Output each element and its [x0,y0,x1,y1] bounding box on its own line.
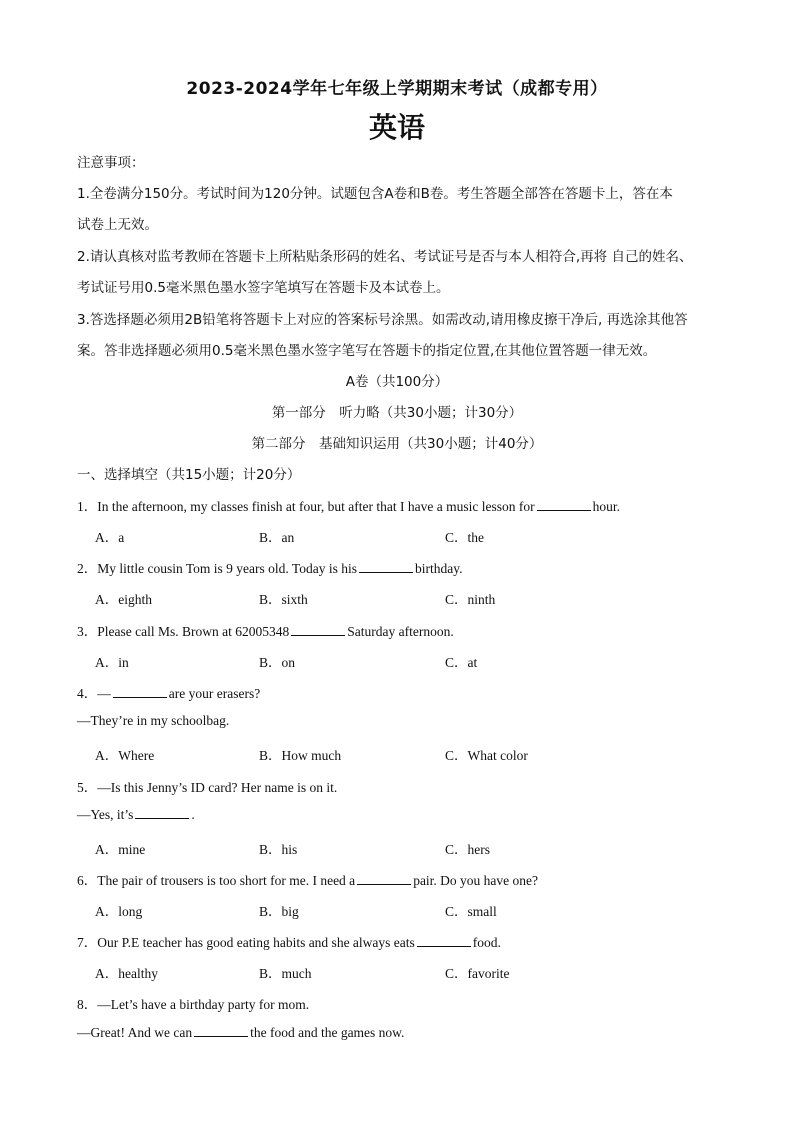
answer-option: C．ninth [445,592,496,607]
question-text: 5．—Is this Jenny’s ID card? Her name is on it. [77,780,338,795]
question-text: 4．— [77,686,111,701]
subject-title: 英语 [368,111,425,144]
question-line [77,495,620,515]
question-text: hour. [592,499,620,514]
question-text: birthday. [414,561,463,576]
section-part1: 第一部分 听力略（共30小题；计30分） [271,405,523,421]
answer-blank [357,873,411,885]
answer-option: C．What color [445,748,528,763]
question-line [77,1025,404,1041]
answer-option: B．much [259,966,312,981]
answer-option: B．sixth [259,592,308,607]
question-text: the food and the games now. [250,1025,405,1040]
answer-option: C．favorite [445,966,510,981]
question-line [77,869,538,889]
answer-option: A．eighth [95,592,152,607]
section-part2: 第二部分 基础知识运用（共30小题；计40分） [251,436,543,452]
answer-blank [135,807,189,819]
question-line [77,993,309,1013]
question-text: 7．Our P.E teacher has good eating habits and she always eats [77,935,415,950]
answer-blank [194,1025,248,1037]
question-text: —They’re in my schoolbag. [77,713,230,728]
question-text: 1．In the afternoon, my classes finish at four, but after that I have a music lesson for [77,499,535,514]
answer-blank [359,561,413,573]
question-text: food. [472,935,501,950]
answer-option: B．an [259,530,295,545]
answer-option: A．in [95,655,129,670]
notes-heading: 注意事项： [77,155,145,171]
question-line [77,557,462,577]
question-text: are your erasers? [168,686,261,701]
answer-option: A．a [95,530,125,545]
question-line [77,807,195,823]
answer-blank [113,686,167,698]
note-line: 1.全卷满分150分。考试时间为120分钟。试题包含A卷和B卷。考生答题全部答在答题卡上，答在本 [77,186,673,202]
question-text: 3．Please call Ms. Brown at 62005348 [77,624,290,639]
question-text: 8．—Let’s have a birthday party for mom. [77,997,310,1012]
answer-blank [417,935,471,947]
answer-option: A．Where [95,748,155,763]
answer-option: A．healthy [95,966,158,981]
question-text: —Great! And we can [77,1025,193,1040]
answer-option: B．big [259,904,299,919]
question-line [77,713,229,729]
exam-title: 2023-2024学年七年级上学期期末考试（成都专用） [186,79,608,99]
answer-option: C．small [445,904,497,919]
note-line: 考试证号用0.5毫米黑色墨水签字笔填写在答题卡及本试卷上。 [77,280,450,296]
answer-option: C．at [445,655,478,670]
answer-blank [537,499,591,511]
note-line: 试卷上无效。 [77,217,158,233]
note-line: 案。答非选择题必须用0.5毫米黑色墨水签字笔写在答题卡的指定位置,在其他位置答题一律无效。 [77,343,657,359]
subsection-heading: 一、选择填空（共15小题；计20分） [77,467,301,483]
question-line [77,682,260,702]
section-a-volume: A卷（共100分） [345,374,449,390]
question-text: 2．My little cousin Tom is 9 years old. Today is his [77,561,357,576]
answer-option: C．the [445,530,484,545]
question-text: pair. Do you have one? [413,873,539,888]
answer-option: A．long [95,904,143,919]
answer-blank [291,624,345,636]
question-text: 6．The pair of trousers is too short for me. I need a [77,873,356,888]
answer-option: B．on [259,655,296,670]
note-line: 2.请认真核对监考教师在答题卡上所粘贴条形码的姓名、考试证号是否与本人相符合,再将 自己的姓名、 [77,249,693,265]
question-text: . [191,807,195,822]
answer-option: B．his [259,842,298,857]
answer-option: C．hers [445,842,490,857]
answer-option: B．How much [259,748,342,763]
question-text: —Yes, it’s [77,807,134,822]
question-text: Saturday afternoon. [347,624,454,639]
question-line [77,776,337,796]
question-line [77,620,454,640]
note-line: 3.答选择题必须用2B铅笔将答题卡上对应的答案标号涂黑。如需改动,请用橡皮擦干净后, 再选涂其他答 [77,312,688,328]
answer-option: A．mine [95,842,146,857]
question-line [77,931,501,951]
